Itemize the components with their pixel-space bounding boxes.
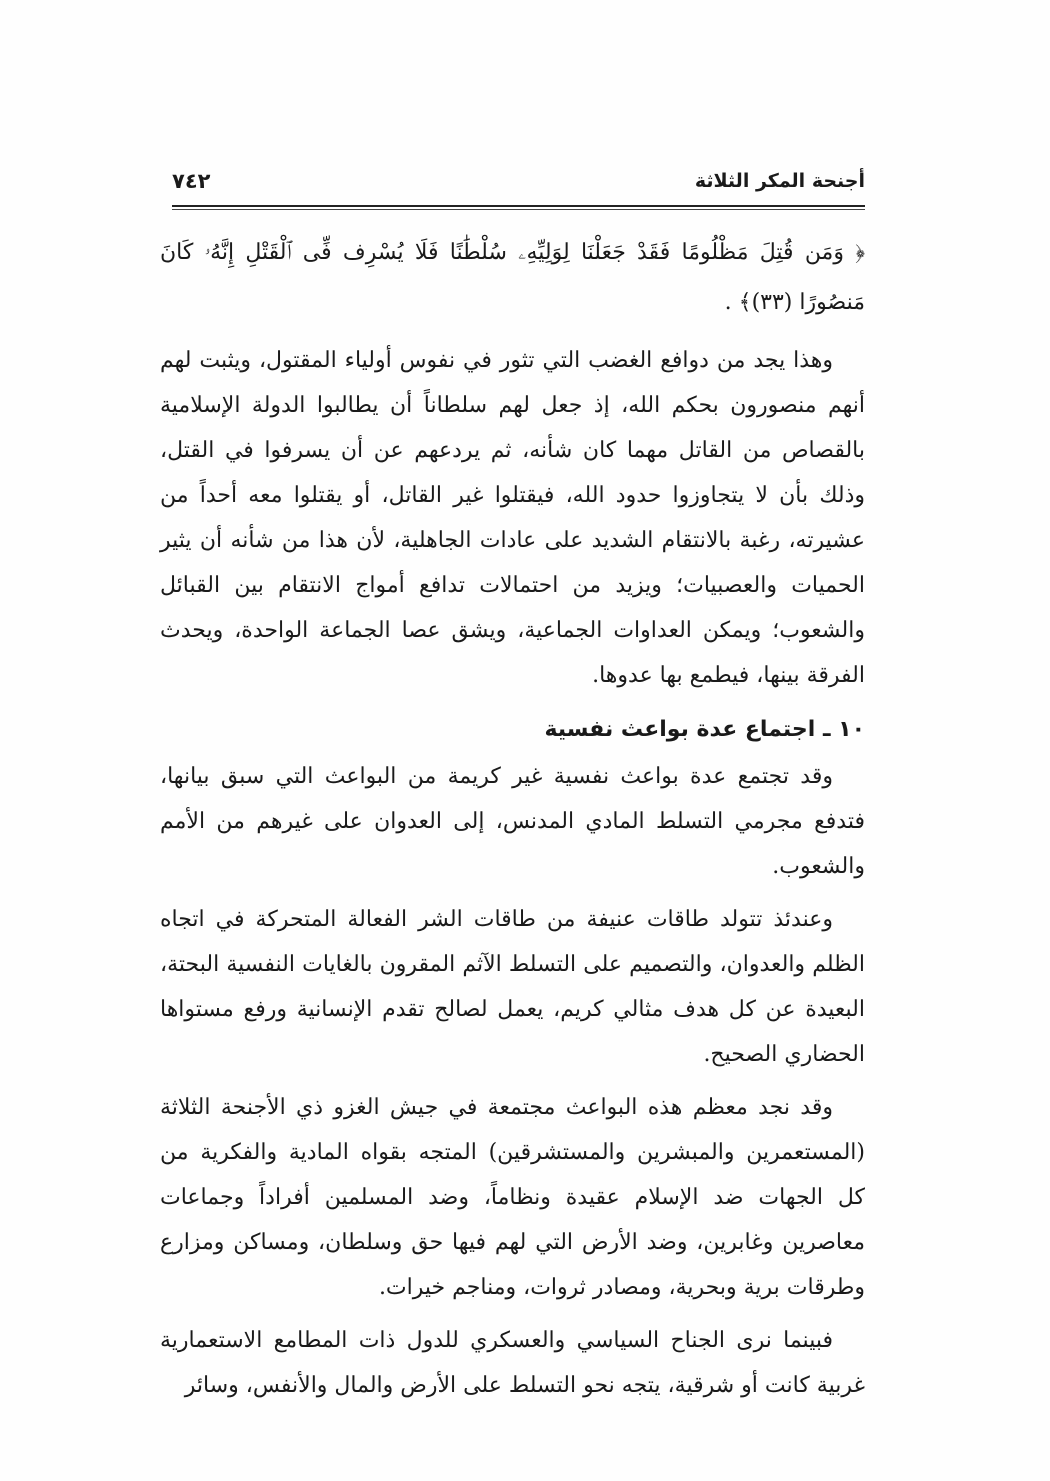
paragraph: فبينما نرى الجناح السياسي والعسكري للدول ذات المطامع الاستعمارية غربية كانت أو شرقية، يتجه نحو التسلط على الأرض والمال والأنفس، وسائر (160, 1328, 865, 1398)
verse-close-bracket: ﴾ (738, 290, 752, 315)
verse-end: . (724, 290, 739, 315)
running-header (172, 163, 865, 203)
header-rule-thin (172, 209, 865, 210)
paragraph: وعندئذ تتولد طاقات عنيفة من طاقات الشر الفعالة المتحركة في اتجاه الظلم والعدوان، والتصميم على التسلط الآثم المقرون بالغايات النفسية البحتة، البعيدة عن كل هدف مثالي كريم، يعمل لصالح تقدم الإنسانية ورفع مستواها الحضاري الصحيح. (160, 907, 865, 1067)
page-number: ٧٤٢ (172, 169, 211, 193)
paragraph: وهذا يجد من دوافع الغضب التي تثور في نفوس أولياء المقتول، ويثبت لهم أنهم منصورون بحكم الله، إذ جعل لهم سلطاناً أن يطالبوا الدولة الإسلامية بالقصاص من القاتل مهما كان شأنه، ثم يردعهم عن أن يسرفوا في القتل، وذلك بأن لا يتجاوزوا حدود الله، فيقتلوا غير القاتل، أو يقتلوا معه أحداً من عشيرته، رغبة بالانتقام الشديد على عادات الجاهلية، لأن هذا من شأنه أن يثير الحميات والعصبيات؛ ويزيد من احتمالات تدافع أمواج الانتقام بين القبائل والشعوب؛ ويمكن العداوات الجماعية، ويشق عصا الجماعة الواحدة، ويحدث الفرقة بينها، فيطمع بها عدوها. (160, 348, 865, 688)
verse-text: وَمَن قُتِلَ مَظْلُومًا فَقَدْ جَعَلْنَا لِوَلِيِّهِۦ سُلْطَٰنًا فَلَا يُسْرِف فِّى ٱلْقَتْلِ إِنَّهُۥ كَانَ مَنصُورًا (160, 240, 865, 315)
verse-open-bracket: ﴿ (855, 240, 865, 265)
ayah-number: (٣٣) (751, 290, 793, 315)
header-rule (172, 205, 865, 207)
page-body (160, 228, 865, 1416)
paragraph: وقد تجتمع عدة بواعث نفسية غير كريمة من البواعث التي سبق بيانها، فتدفع مجرمي التسلط المادي المدنس، إلى العدوان على غيرهم من الأمم والشعوب. (160, 764, 865, 879)
section-heading: ١٠ ـ اجتماع عدة بواعث نفسية (544, 717, 865, 742)
quran-verse (160, 228, 865, 328)
paragraph: وقد نجد معظم هذه البواعث مجتمعة في جيش الغزو ذي الأجنحة الثلاثة (المستعمرين والمبشرين والمستشرقين) المتجه بقواه المادية والفكرية من كل الجهات ضد الإسلام عقيدة ونظاماً، وضد المسلمين أفراداً وجماعات معاصرين وغابرين، وضد الأرض التي لهم فيها حق وسلطان، ومساكن ومزارع وطرقات برية وبحرية، ومصادر ثروات، ومناجم خيرات. (160, 1095, 865, 1300)
running-header-title: أجنحة المكر الثلاثة (694, 170, 865, 192)
